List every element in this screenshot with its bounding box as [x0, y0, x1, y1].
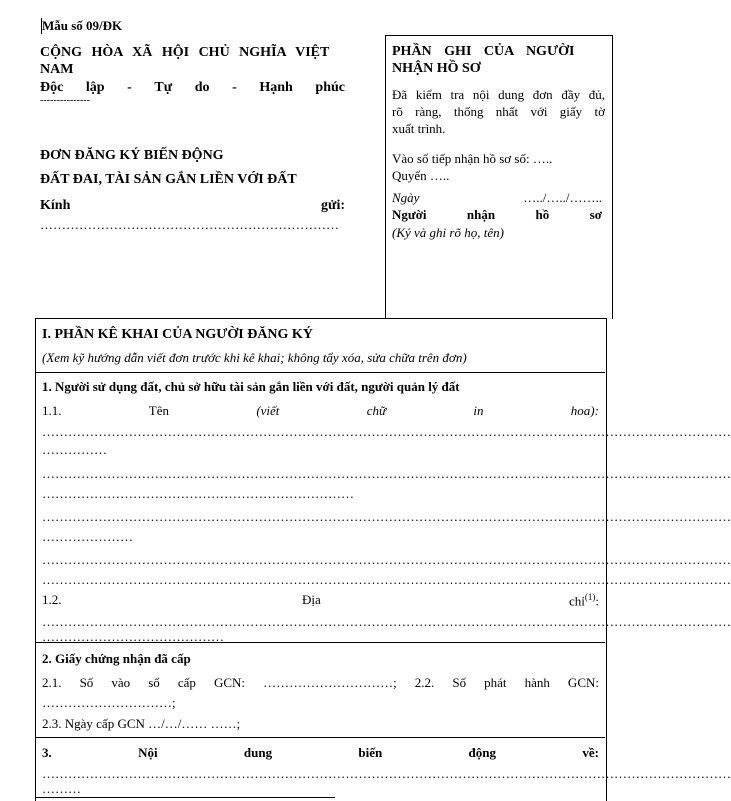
form-title-line-1: ĐƠN ĐĂNG KÝ BIẾN ĐỘNG [40, 148, 224, 163]
address-label [42, 592, 599, 608]
motto-word: Hạnh [259, 80, 293, 95]
republic-line-2: NAM [40, 62, 74, 77]
section-1-note: (Xem kỹ hướng dẫn viết đơn trước khi kê khai; không tẩy xóa, sửa chữa trên đơn) [42, 350, 467, 365]
kinh-gui-left: Kính [40, 198, 71, 213]
receiver-word: hồ [535, 207, 550, 222]
receiver-logbook [392, 150, 605, 184]
gcn-line-2[interactable]: …………………………; [42, 695, 176, 710]
motto-word: - [232, 80, 237, 95]
section-2-heading: 2. Giấy chứng nhận đã cấp [42, 651, 191, 666]
receiver-logbook-line-2: Quyển ….. [392, 168, 450, 183]
address-footnote: (1) [584, 592, 596, 602]
address-word-end [569, 592, 599, 609]
address-word: Địa [302, 592, 321, 607]
republic-line-1 [40, 44, 346, 61]
name-label-word: in [473, 403, 484, 418]
subsection-1-title: 1. Người sử dụng đất, chủ sở hữu tài sản gắn liền với đất, người quản lý đất [42, 379, 460, 394]
kinh-gui [40, 198, 345, 214]
receiver-word: Người [392, 207, 427, 222]
name-label-word: hoa): [570, 403, 599, 418]
name-label-word: (viết [256, 403, 280, 418]
address-word: 1.2. [42, 592, 62, 607]
motto [40, 80, 345, 96]
receiver-check-line: Đã kiểm tra nội dung đơn đầy đủ, [392, 87, 605, 102]
name-field-dots[interactable]: …………………………………………………………………………………………………………………………………………… [42, 466, 731, 481]
address-field-dots[interactable]: …………………………………………………………………………………………………………………………………………… [42, 614, 731, 629]
address-word: chỉ [568, 593, 585, 609]
motto-word: - [127, 80, 132, 95]
motto-word: Độc [40, 80, 64, 95]
divider [35, 372, 605, 373]
receiver-heading-line-2: NHẬN HỒ SƠ [392, 61, 481, 76]
receiver-logbook-line-1: Vào sổ tiếp nhận hồ sơ số: ….. [392, 151, 553, 166]
receiver-date [392, 190, 602, 206]
section-3-word: Nội [138, 745, 158, 760]
form-number: Mẫu số 09/ĐK [42, 18, 123, 33]
receiver-word: nhận [466, 207, 496, 222]
receiver-label [392, 207, 602, 223]
name-field-dots[interactable]: …………………………………………………………………………………………………………………………………………… [42, 424, 731, 439]
name-label [42, 403, 599, 419]
section-3-heading [42, 745, 599, 761]
name-field-dots[interactable]: ……………………………………………………………… [42, 486, 354, 501]
name-field-dots[interactable]: ………………… [42, 529, 133, 544]
section-3-word: về: [582, 745, 599, 760]
receiver-heading [392, 43, 605, 77]
section-3-word: biến [358, 745, 383, 760]
republic-line-1-text: CỘNG HÒA XÃ HỘI CHỦ NGHĨA VIỆT [40, 45, 330, 60]
republic-line [40, 44, 346, 78]
motto-underline: --------------- [40, 95, 90, 106]
name-field-dots[interactable]: …………… [42, 442, 107, 457]
receiver-sign-note: (Ký và ghi rõ họ, tên) [392, 225, 504, 240]
section-1-heading: I. PHẦN KÊ KHAI CỦA NGƯỜI ĐĂNG KÝ [42, 327, 313, 342]
divider [35, 797, 335, 798]
motto-word: Tự [154, 80, 173, 95]
address-field-dots[interactable]: …………………………………… [42, 629, 224, 644]
receiver-check-line: rõ ràng, thống nhất với giấy tờ [392, 104, 605, 119]
divider [35, 737, 605, 738]
name-field-dots[interactable]: …………………………………………………………………………………………………………………………………………… [42, 509, 731, 524]
receiver-check-line: xuất trình. [392, 121, 446, 136]
form-title-line-2: ĐẤT ĐAI, TÀI SẢN GẮN LIỀN VỚI ĐẤT [40, 172, 297, 187]
section-3-dots[interactable]: ……… [42, 781, 81, 796]
name-label-word: 1.1. [42, 403, 62, 418]
section-3-dots[interactable]: …………………………………………………………………………………………………………………………………………… [42, 766, 731, 781]
gcn-line-1[interactable]: 2.1. Số vào sổ cấp GCN: …………………………; 2.2. Số phát hành GCN: [42, 675, 599, 690]
gcn-line-3[interactable]: 2.3. Ngày cấp GCN …/…/…… ……; [42, 716, 241, 731]
motto-word: do [194, 80, 210, 95]
receiver-heading-line-1-text: PHẦN GHI CỦA NGƯỜI [392, 44, 575, 59]
name-field-dots[interactable]: …………………………………………………………………………………………………………………………………………… [42, 552, 731, 567]
receiver-check-text [392, 86, 605, 137]
address-colon: : [595, 593, 599, 609]
section-3-word: 3. [42, 745, 52, 760]
name-field-dots[interactable]: …………………………………………………………………………………………………………………………………………… [42, 572, 731, 587]
receiver-date-label: Ngày [392, 190, 420, 205]
motto-word: phúc [315, 80, 345, 95]
name-label-word: Tên [148, 403, 170, 418]
receiver-heading-line-1 [392, 43, 605, 60]
kinh-gui-dots[interactable]: …………………………………………………………… [40, 217, 339, 232]
name-label-word: chữ [366, 403, 387, 418]
section-3-word: dung [243, 745, 273, 760]
receiver-word: sơ [589, 207, 602, 222]
kinh-gui-right: gửi: [321, 198, 345, 213]
section-3-word: động [468, 745, 497, 760]
motto-word: lập [85, 80, 105, 95]
receiver-date-dots[interactable]: …../…../…….. [523, 190, 602, 205]
